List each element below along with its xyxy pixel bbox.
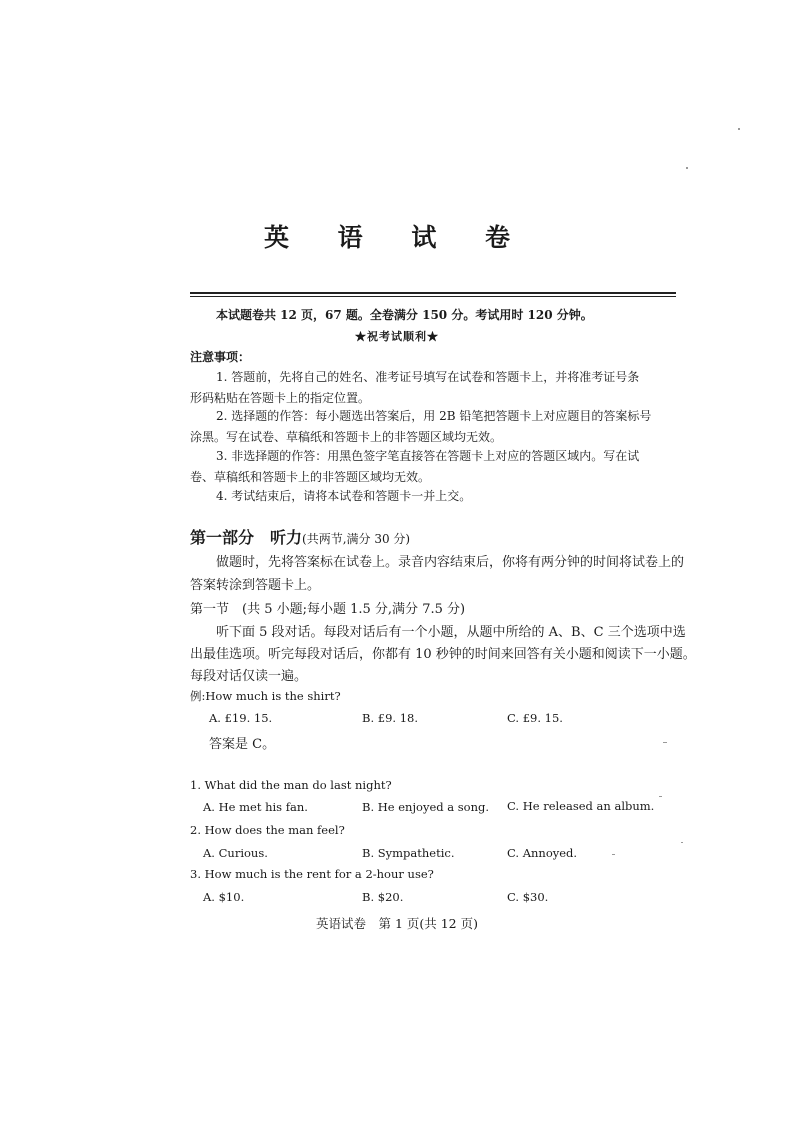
scan-speck: [612, 854, 615, 855]
question-1-option-c: C. He released an album.: [507, 799, 655, 813]
scan-speck: [681, 842, 683, 843]
notice-line: 涂黑。写在试卷、草稿纸和答题卡上的非答题区域均无效。: [190, 430, 503, 444]
section1-heading: 第一节 (共 5 小题;每小题 1.5 分,满分 7.5 分): [190, 602, 466, 617]
notice-line: 1. 答题前，先将自己的姓名、准考证号填写在试卷和答题卡上，并将准考证号条: [216, 370, 640, 384]
exam-info: 本试题卷共 12 页，67 题。全卷满分 150 分。考试用时 120 分钟。: [216, 308, 593, 322]
section1-instruction: 听下面 5 段对话。每段对话后有一个小题，从题中所给的 A、B、C 三个选项中选: [216, 625, 686, 640]
part1-subtitle: (共两节,满分 30 分): [302, 532, 411, 546]
question-2: 2. How does the man feel?: [190, 823, 345, 837]
question-2-option-a: A. Curious.: [203, 846, 268, 860]
question-3-option-c: C. $30.: [507, 890, 549, 904]
example-option-a: A. £19. 15.: [209, 711, 273, 725]
example-option-b: B. £9. 18.: [362, 711, 418, 725]
header-rule-thick: [190, 292, 676, 294]
good-luck-line: ★祝考试顺利★: [355, 330, 439, 343]
part1-title: 第一部分 听力: [190, 528, 303, 547]
scan-speck: [659, 796, 662, 797]
question-3: 3. How much is the rent for a 2-hour use?: [190, 867, 434, 881]
question-3-option-a: A. $10.: [203, 890, 245, 904]
example-answer: 答案是 C。: [209, 737, 276, 752]
notice-line: 3. 非选择题的作答：用黑色签字笔直接答在答题卡上对应的答题区域内。写在试: [216, 449, 640, 463]
question-1: 1. What did the man do last night?: [190, 778, 392, 792]
scan-speck: [663, 742, 667, 743]
notice-line: 2. 选择题的作答：每小题选出答案后，用 2B 铅笔把答题卡上对应题目的答案标号: [216, 409, 652, 423]
exam-title: 英 语 试 卷: [263, 223, 531, 252]
section1-instruction: 出最佳选项。听完每段对话后，你都有 10 秒钟的时间来回答有关小题和阅读下一小题。: [190, 647, 696, 662]
notice-heading: 注意事项：: [190, 350, 251, 364]
question-1-option-b: B. He enjoyed a song.: [362, 800, 490, 814]
question-1-option-a: A. He met his fan.: [203, 800, 308, 814]
section1-instruction: 每段对话仅读一遍。: [190, 669, 308, 684]
page-footer: 英语试卷 第 1 页(共 12 页): [315, 916, 478, 931]
notice-line: 形码粘贴在答题卡上的指定位置。: [190, 391, 371, 405]
question-3-option-b: B. $20.: [362, 890, 404, 904]
question-2-option-b: B. Sympathetic.: [362, 846, 455, 860]
header-rule-thin: [190, 296, 676, 297]
question-2-option-c: C. Annoyed.: [507, 846, 578, 860]
example-question: 例:How much is the shirt?: [190, 689, 341, 703]
part1-heading: [190, 525, 410, 548]
scan-speck: [738, 128, 740, 130]
part1-intro-line: 答案转涂到答题卡上。: [190, 578, 321, 593]
scan-speck: [686, 167, 688, 169]
notice-line: 卷、草稿纸和答题卡上的非答题区域均无效。: [190, 470, 431, 484]
notice-line: 4. 考试结束后，请将本试卷和答题卡一并上交。: [216, 489, 472, 503]
example-option-c: C. £9. 15.: [507, 711, 563, 725]
part1-intro-line: 做题时，先将答案标在试卷上。录音内容结束后，你将有两分钟的时间将试卷上的: [216, 555, 685, 570]
